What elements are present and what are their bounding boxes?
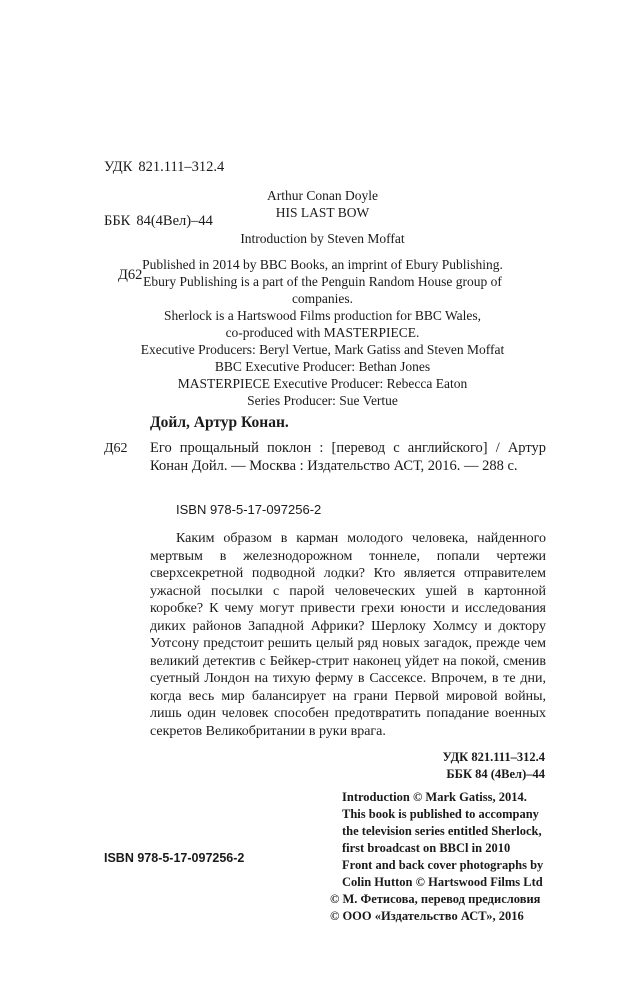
publishing-line: Ebury Publishing is a part of the Penguin Random House group of: [143, 274, 502, 289]
production-line: Series Producer: Sue Vertue: [247, 393, 398, 408]
udk-bold: УДК 821.111–312.4: [442, 750, 545, 764]
publishing-line: companies.: [291, 291, 354, 306]
english-title: HIS LAST BOW: [275, 205, 370, 220]
introduction-credit: Introduction by Steven Moffat: [240, 231, 405, 246]
publishing-line: Published in 2014 by BBC Books, an imprint of Ebury Publishing.: [142, 257, 503, 272]
copyright-line: Colin Hutton © Hartswood Films Ltd: [342, 875, 543, 889]
catalog-isbn: ISBN 978-5-17-097256-2: [176, 502, 322, 517]
udk-code: 821.111–312.4: [138, 159, 225, 175]
annotation-block: [150, 530, 546, 740]
copyright-translation: © М. Фетисова, перевод предисловия: [330, 892, 541, 906]
bold-codes: [443, 749, 545, 783]
bbk-code: 84(4Вел)–44: [136, 213, 213, 229]
author-mark: Д62: [118, 267, 143, 283]
production-block: [100, 307, 545, 409]
annotation-text: Каким образом в карман молодого человека, найденного мертвым в железнодорожном тоннеле, попали чертежи сверхсекретной подводной лодки? Кто является отправителем ужасной посылки с парой человеческих ушей в картонной коробке? К чему могут привести грехи юности и исследования диких районов Западной Африки? Шерлоку Холмсу и доктору Уотсону предстоит решить целый ряд новых загадок, прежде чем великий детектив с Бейкер-стрит наконец уйдет на покой, сменив суетный Лондон на тихую ферму в Сассексе. Впрочем, в те дни, когда весь мир балансирует на грани Первой мировой войны, лишь один человек способен предотвратить попадание военных секретов Великобритании в руки врага.: [150, 531, 546, 739]
udk-label: УДК: [104, 159, 133, 175]
production-line: MASTERPIECE Executive Producer: Rebecca Eaton: [177, 376, 468, 391]
copyright-line: Front and back cover photographs by: [342, 858, 544, 872]
production-line: Executive Producers: Beryl Vertue, Mark Gatiss and Steven Moffat: [140, 342, 505, 357]
english-author: Arthur Conan Doyle: [267, 188, 378, 203]
english-author-title: [100, 187, 545, 221]
copyright-line: first broadcast on BBCl in 2010: [342, 841, 511, 855]
production-line: BBC Executive Producer: Bethan Jones: [214, 359, 431, 374]
copyright-line: This book is published to accompany: [342, 807, 539, 821]
copyright-line: Introduction © Mark Gatiss, 2014.: [342, 790, 527, 804]
isbn-bottom: ISBN 978-5-17-097256-2: [104, 851, 245, 865]
copyright-block: [330, 789, 543, 925]
catalog-mark: Д62: [104, 441, 128, 456]
bbk-label: ББК: [104, 213, 131, 229]
publishing-block: [100, 256, 545, 307]
bbk-bold: ББК 84 (4Вел)–44: [446, 767, 545, 781]
udk-row: [104, 158, 224, 176]
copyright-publisher: © ООО «Издательство АСТ», 2016: [330, 909, 524, 923]
catalog-description: Его прощальный поклон : [перевод с английского] / Артур Конан Дойл. — Москва : Издательство АСТ, 2016. — 288 с.: [150, 440, 546, 474]
catalog-heading: Дойл, Артур Конан.: [150, 414, 289, 431]
copyright-line: the television series entitled Sherlock,: [342, 824, 542, 838]
production-line: Sherlock is a Hartswood Films production for BBC Wales,: [163, 308, 481, 323]
production-line: co-produced with MASTERPIECE.: [225, 325, 420, 340]
